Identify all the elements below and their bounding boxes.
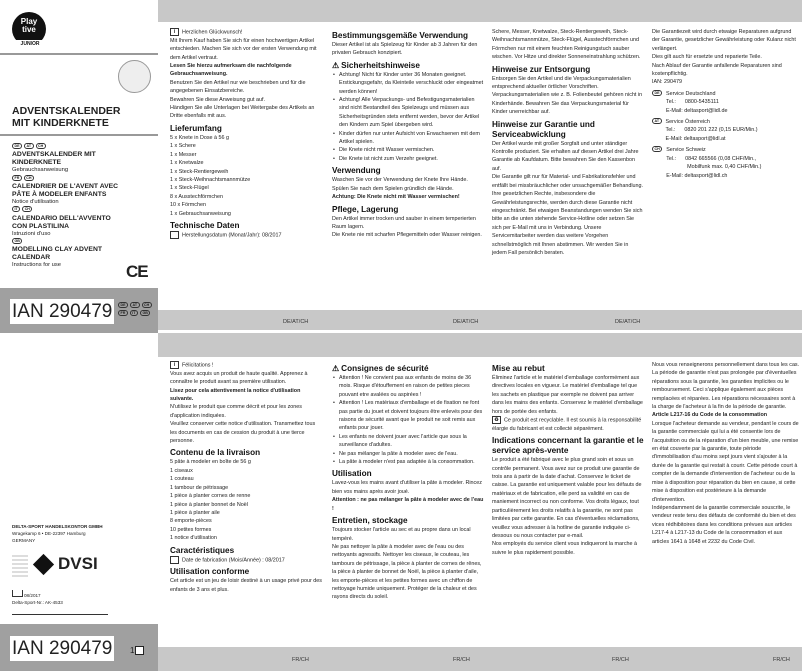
paragraph [492,173,644,257]
paragraph [332,176,484,193]
paragraph [170,361,322,370]
bullet-item [332,450,484,458]
service-line: E-Mail: deltasport@lidl.at [665,135,726,142]
paragraph [652,78,800,86]
footer-label: DE/AT/CH [453,319,479,325]
warning-icon: ⚠ [332,60,340,70]
paragraph [170,151,322,159]
bullet-item-text: Achtung! Nicht für Kinder unter 36 Monaten geeignet. Erstickungsgefahr, da Kleinteile verschluckt oder eingeatmet werden können! [339,71,484,95]
service-line: Service Österreich [665,119,710,126]
paragraph-text: Lorsque l'acheteur demande au vendeur, pendant le cours de la garantie commerciale qui lui a été consentie lors de l'acquisition ou de la réparation d'un bien meuble, une remise en état couverte par la garantie, toute période d'immobilisation d'au moins sept jours vient s'ajouter à la durée de la garantie qui restait à courir. Cette période court à compter de la demande d'intervention de l'acheteur ou de la mise à disposition pour réparation du bien en cause, si cette mise à disposition est postérieure à la demande d'intervention. [652,420,799,503]
paragraph [170,28,322,37]
paragraph [170,159,322,167]
bullet-item-text: Achtung! Alle Verpackungs- und Befestigungsmaterialien sind nicht Bestandteil des Spielzeugs und müssen aus Sicherheitsgründen stets entfernt werden, bevor der Artikel den Kindern zum Spiel übergeben wird. [339,97,480,129]
header-bar [158,333,802,357]
footer-label: FR/CH [453,657,470,663]
paragraph [492,140,644,174]
recycle-icon: ♻ [492,416,501,424]
paragraph [332,215,484,232]
paragraph-text: 1 notice d'utilisation [170,535,217,542]
service-line: Service Deutschland [666,90,716,97]
warning-icon: ⚠ [332,364,340,373]
paragraph [170,467,322,475]
paragraph [492,75,644,117]
paragraph-text: Toujours stocker l'article au sec et au propre dans un local tempéré. [332,527,471,542]
production-info [12,590,63,606]
paragraph-text: 10 petites formes [170,526,212,533]
section-heading-text: Entretien, stockage [332,516,408,526]
paragraph-text: Der Artikel wurde mit großer Sorgfalt und unter ständiger Kontrolle produziert. Sie erhalten auf diesen Artikel drei Jahre Garantie ab Kaufdatum. Bitte bewahren Sie den Kassenbon auf. [492,140,639,172]
factory-icon [170,231,179,239]
paragraph-text: 1 couteau [170,476,194,483]
bullet-item [332,433,484,450]
paragraph [652,361,800,411]
footer-bar [158,310,802,330]
paragraph [652,504,800,546]
bold-paragraph-text: Achtung: Die Knete nicht mit Wasser vermischen! [332,194,460,201]
bullet-item-text: Kinder dürfen nur unter Aufsicht von Erwachsenen mit dem Artikel spielen. [339,130,480,146]
section-heading [170,448,322,458]
country-badge: IT [130,310,138,316]
paragraph [170,96,322,104]
country-badge: DE [118,302,128,308]
paragraph [332,479,484,496]
section-heading [332,516,484,526]
factory-icon [12,590,23,597]
paragraph-text: Félicitations ! [182,362,214,369]
paragraph-text: Lavez-vous les mains avant d'utiliser la pâte à modeler. Rincez bien vos mains après avoir joué. [332,480,482,495]
column [652,28,800,180]
service-contact [652,118,800,143]
paragraph [170,104,322,121]
paragraph [170,201,322,209]
square-icon [135,646,144,655]
service-details [666,90,728,115]
column [170,28,322,240]
paragraph [652,28,800,53]
section-heading-text: Contenu de la livraison [170,448,261,458]
paragraph [332,543,484,602]
paragraph [170,184,322,192]
paragraph [492,28,644,62]
section-heading [170,546,322,556]
footer-label: FR/CH [612,657,629,663]
language-list [12,143,124,270]
section-heading-text: Verwendung [332,166,381,176]
service-contact [652,90,800,115]
paragraph [492,456,644,540]
section-heading-text: Consignes de sécurité [341,364,429,373]
section-heading-text: Pflege, Lagerung [332,204,399,214]
language-badges [12,143,124,151]
bold-paragraph [170,387,322,404]
country-badge: GB [12,238,22,244]
paragraph [492,416,644,433]
section-heading [170,567,322,577]
bold-paragraph [332,496,484,513]
section-heading [492,436,644,456]
ian-language-badges [118,302,156,316]
article-number: Delta-Sport-Nr.: AK-4533 [12,600,63,605]
paragraph [652,420,800,504]
paragraph-text: IAN: 290479 [652,79,682,86]
paragraph-text: Den Artikel immer trocken und sauber in einem temperierten Raum lagern. [332,215,476,230]
column [170,361,322,594]
column [652,361,800,546]
divider [12,614,108,615]
paragraph [170,370,322,387]
paragraph [492,540,644,557]
section-heading-text: Technische Daten [170,220,240,230]
service-details [666,146,761,180]
country-badge: FR [118,310,128,316]
paragraph-text: 5 x Knete in Dose à 56 g [170,134,230,141]
paragraph [332,526,484,543]
paragraph-text: Schere, Messer, Knetwalze, Steck-Rentiergeweih, Steck-Weihnachtsmannmütze, Steck-Flügel, Ausstechförmchen und Förmchen nur mit einem feuchten Reinigungstuch sauber wischen. Vor Hitze und direkter Sonneneinstrahlung schützen. [492,29,641,61]
country-badge: AT [24,143,34,149]
language-badges [12,238,124,246]
section-heading [170,221,322,231]
paragraph-text: Ne pas nettoyer la pâte à modeler avec de l'eau ou des nettoyants agressifs. Nettoyer les ciseaux, le couteau, les tambours de pétrissage, la pièce à planter de cornes de rênes, la pièce à planter de bonnet de Noël, la pièce à planter d'aile, les emporte-pièces et les petites formes avec un chiffon de nettoyage humide uniquement. Protéger de la chaleur et des rayons directs du soleil. [332,543,482,601]
country-badge: DE [12,143,22,149]
bold-paragraph [332,193,484,201]
country-badge: GB [140,310,150,316]
paragraph [652,62,800,79]
bullet-item [332,96,484,130]
paragraph-text: 1 x Steck-Rentiergeweih [170,168,229,175]
dvsi-text: DVSI [58,554,98,573]
paragraph-text: Nach Ablauf der Garantie anfallende Reparaturen sind kostenpflichtig. [652,62,782,78]
playtive-logo: Play tive JUNIOR [12,12,46,46]
section-heading-text: Mise au rebut [492,364,545,373]
service-details [666,118,758,143]
language-title: CALENDRIER DE L'AVENT AVEC PÂTE À MODELER ENFANTS [12,182,119,198]
language-title: ADVENTSKALENDER MIT KINDERKNETE [12,151,96,167]
country-badge: CH [22,206,32,212]
paragraph [170,509,322,517]
paragraph-text: 5 pâte à modeler en boîte de 56 g [170,459,251,466]
info-book-icon: i [170,361,179,369]
company-info [12,523,103,544]
dvsi-note [12,555,28,577]
bullet-item-text: Die Knete nicht mit Wasser vermischen. [339,147,435,154]
paragraph-text: Entsorgen Sie den Artikel und die Verpackungsmaterialien entsprechend aktueller örtlicher Vorschriften. Verpackungsmaterialien wie z. B. Folienbeutel gehören nicht in Kinderhände. Bewahren Sie das Verpackungsmaterial für Kinder unerreichbar auf. [492,75,643,116]
page-spread-fr [0,333,802,671]
bold-paragraph [652,411,800,419]
paragraph [170,534,322,542]
paragraph [332,231,484,239]
paragraph-text: Dieser Artikel ist als Spielzeug für Kinder ab 3 Jahren für den privaten Gebrauch konzipiert. [332,42,478,57]
paragraph [170,231,322,240]
bullet-item [332,146,484,154]
paragraph-text: 1 x Schere [170,143,196,150]
paragraph-text: N'utilisez le produit que comme décrit et pour les zones d'application indiquées. [170,404,302,419]
bold-paragraph-text: Lisez pour cela attentivement la notice d'utilisation suivante. [170,387,301,403]
bold-paragraph-text: Attention : ne pas mélanger la pâte à modeler avec de l'eau ! [332,497,484,512]
service-line: E-Mail: deltasport@lidl.ch [666,172,728,179]
header-bar [158,0,802,22]
country-badge: CH [142,302,152,308]
section-heading [332,31,484,41]
bullet-item [332,130,484,147]
divider [0,134,158,136]
paragraph-text: Die Garantiezeit wird durch etwaige Reparaturen aufgrund der Garantie, gesetzlicher Gewährleistung oder Kulanz nicht verlängert. [652,29,796,52]
paragraph [492,374,644,416]
cover-page [0,0,158,333]
company-address: Wragekamp 6 • DE-22397 Hamburg [12,531,86,536]
paragraph-text: 1 x Steck-Flügel [170,185,209,192]
bullet-item [332,155,484,163]
paragraph-text: Die Knete nie mit scharfen Pflegemitteln oder Wasser reinigen. [332,232,482,239]
paragraph [332,41,484,58]
paragraph-text: Nos employés du service client vous indiqueront la marche à suivre le plus rapidement possible. [492,541,638,556]
section-heading-text: Utilisation [332,469,372,479]
paragraph-text: Dies gilt auch für ersetzte und reparierte Teile. [652,54,762,61]
section-heading-text: Bestimmungsgemäße Verwendung [332,31,469,40]
bullet-item [332,458,484,466]
paragraph [170,556,322,565]
section-heading [332,469,484,479]
section-heading-text: Caractéristiques [170,545,235,555]
paragraph [170,168,322,176]
bullet-item-text: Die Knete ist nicht zum Verzehr geeignet. [339,155,438,162]
language-subtitle: Istruzioni d'uso [12,230,51,237]
footer-label: DE/AT/CH [615,319,641,325]
paragraph [170,134,322,142]
language-subtitle: Gebrauchsanweisung [12,167,69,174]
ian-number: IAN 290479 [12,301,113,322]
paragraph-text: Händigen Sie alle Unterlagen bei Weitergabe des Artikels an Dritte ebenfalls mit aus. [170,105,315,120]
service-line: Mobilfunk max. 0,40 CHF/Min.) [666,164,762,171]
paragraph [652,53,800,61]
paragraph-text: 8 emporte-pièces [170,518,212,525]
section-heading [332,205,484,215]
bullet-item [332,399,484,433]
company-country: GERMANY [12,538,36,543]
production-date: 08/2017 [24,593,41,598]
section-heading-text: Hinweise zur Entsorgung [492,64,591,74]
paragraph-text: 1 pièce à planter bonnet de Noël [170,501,248,508]
paragraph [170,501,322,509]
service-line: Tel.: 0820 201 222 (0,15 EUR/Min.) [665,127,758,134]
paragraph-text: 10 x Förmchen [170,202,206,209]
paragraph [170,526,322,534]
language-badges [12,206,124,214]
cover-title [12,105,121,129]
column [332,361,484,602]
service-line: E-Mail: deltasport@lidl.de [666,107,728,114]
paragraph-text: Cet article est un jeu de loisir destiné à un usage privé pour des enfants de 3 ans et plus. [170,578,322,593]
language-subtitle: Notice d'utilisation [12,198,59,205]
paragraph [170,458,322,466]
paragraph [170,193,322,201]
section-heading-text: Hinweise zur Garantie und Serviceabwicklung [492,119,595,139]
service-line: Tel.: 0842 665566 (0,08 CHF/Min., [666,155,757,162]
bullet-item-text: Attention ! Les matériaux d'emballage et de fixation ne font pas partie du jouet et doivent toujours être enlevés pour des raisons de sécurité avant que le produit ne soit remis aux enfants pour jouer. [339,400,483,432]
section-heading-text: Utilisation conforme [170,567,250,577]
paragraph [170,37,322,62]
paragraph [170,492,322,500]
section-heading [170,124,322,134]
section-heading [492,364,644,374]
paragraph [170,420,322,445]
paragraph [170,403,322,420]
paragraph-text: Le produit a été fabriqué avec le plus grand soin et sous un contrôle permanent. Vous avez sur ce produit une garantie de trois ans à partir de la date d'achat. Conservez le ticket de caisse. La garantie est uniquement valable pour les défauts de matériaux et de fabrication, elle perd sa validité en cas de maniement incorrect ou non conforme. Vos droits légaux, tout particulièrement les droits relatifs à la garantie, ne sont pas limitées par cette garantie. En cas d'éventuelles réclamations, veuillez vous adresser à la hotline de garantie indiquée ci-dessous ou nous contacter par e-mail. [492,457,642,539]
paragraph [170,176,322,184]
factory-icon [170,556,179,564]
bullet-item [332,374,484,399]
page-number: 1 [130,646,135,655]
dvsi-logo [36,554,98,574]
section-heading [332,166,484,176]
dvsi-diamond-icon [33,553,54,574]
bullet-item-text: Ne pas mélanger la pâte à modeler avec de l'eau. [339,450,458,457]
section-heading-text: Lieferumfang [170,123,222,133]
country-badge: CH [24,175,34,181]
country-badge: IT [12,206,20,212]
paragraph-text: Éliminez l'article et le matériel d'emballage conformément aux directives locales en vigueur. Le matériel d'emballage tel que les sachets en plastique par exemple ne doivent pas arriver dans les mains des enfants. Conservez le matériel d'emballage hors de portée des enfants. [492,375,643,415]
bullet-item-text: Attention ! Ne convient pas aux enfants de moins de 36 mois. Risque d'étouffement en raison de petites pieces pouvant etre avalées ou aspirées ! [339,375,472,398]
paragraph [170,475,322,483]
title-line: ADVENTSKALENDER [12,105,121,117]
country-badge: FR [12,175,22,181]
section-heading [492,120,644,140]
country-badge: DE [652,90,662,96]
footer-label: FR/CH [773,657,790,663]
column [492,361,644,557]
country-badge: AT [130,302,140,308]
service-contact [652,146,800,180]
paragraph-text: 1 pièce à planter cornes de renne [170,493,251,500]
paragraph [170,142,322,150]
paragraph-text: Indépendamment de la garantie commerciale souscrite, le vendeur reste tenu des défauts de conformité du bien et des vices rédhibitoires dans les conditions prévues aux articles L217-4 à L217-13 du Code de la consommation et aux articles 1641 à 1648 et 2232 du Code Civil. [652,504,796,545]
column [492,28,644,257]
section-heading-text: Indications concernant la garantie et le service après-vente [492,436,644,456]
footer-label: FR/CH [292,657,309,663]
product-image [118,60,151,93]
paragraph-text: Waschen Sie vor der Verwendung der Knete Ihre Hände. Spülen Sie nach dem Spielen gründlich die Hände. [332,177,468,192]
column [332,28,484,240]
paragraph-text: 1 ciseaux [170,467,193,474]
paragraph [170,484,322,492]
service-line: Tel.: 0800-5435111 [666,99,719,106]
language-title: CALENDARIO DELL'AVVENTO CON PLASTILINA [12,214,111,230]
country-badge: AT [652,118,662,124]
paragraph-text: Die Garantie gilt nur für Material- und Fabrikationsfehler und entfällt bei missbräuchlicher oder unsachgemäßer Behandlung. Ihre gesetzlichen Rechte, insbesondere die Gewährleistungsrechte, werden durch diese Garantie nicht eingeschränkt. Bei etwaigen Beanstandungen wenden Sie sich bitte an die unten stehende Service-Hotline oder setzen Sie sich per E-Mail mit uns in Verbindung. Unsere Servicemitarbeiter werden das weitere Vorgehen schnellstmöglich mit Ihnen abstimmen. Wir werden Sie in jedem Fall persönlich beraten. [492,174,644,256]
paragraph-text: Ce produit est recyclable. Il est soumis à la responsabilité élargie du fabricant et est collecté séparément. [492,417,642,432]
country-badge: CH [652,146,662,152]
bold-paragraph [170,62,322,79]
paragraph-text: Benutzen Sie den Artikel nur wie beschrieben und für die angegebenen Einsatzbereiche. [170,79,306,95]
paragraph [170,517,322,525]
page-marker [130,646,144,655]
paragraph-text: 1 tambour de pétrissage [170,484,229,491]
paragraph-text: Mit Ihrem Kauf haben Sie sich für einen hochwertigen Artikel entschieden. Machen Sie sich vor der ersten Verwendung mit dem Artikel vertraut. [170,37,317,61]
bullet-item [332,71,484,96]
section-heading-text: Sicherheitshinweise [341,60,420,70]
paragraph [170,210,322,218]
paragraph-text: 1 pièce à planter aile [170,509,220,516]
footer-bar [158,647,802,671]
section-heading [332,61,484,71]
ce-mark: CE [126,262,148,281]
page-spread-de [0,0,802,333]
paragraph-text: Veuillez conserver cette notice d'utilisation. Transmettez tous les documents en cas de cession du produit à une tierce personne. [170,421,316,445]
section-heading [332,364,484,374]
bold-paragraph-text: Article L217-16 du Code de la consommation [652,412,768,419]
company-name: DELTA-SPORT HANDELSKONTOR GMBH [12,524,103,529]
paragraph-text: 1 x Messer [170,151,197,158]
bullet-item-text: Les enfants ne doivent jouer avec l'article que sous la surveillance d'adultes. [339,433,467,449]
language-badges [12,175,124,183]
language-subtitle: Instructions for use [12,262,61,269]
paragraph [170,79,322,96]
divider [0,53,158,55]
bullet-item-text: La pâte à modeler n'est pas adaptée à la consommation. [339,459,475,466]
ian-number: IAN 290479 [12,638,113,659]
paragraph-text: 1 x Steck-Weihnachtsmannmütze [170,176,251,183]
paragraph-text: 1 x Gebrauchsanweisung [170,210,231,217]
bold-paragraph-text: Lesen Sie hierzu aufmerksam die nachfolgende Gebrauchsanweisung. [170,63,292,78]
service-line: Service Schweiz [666,147,706,154]
info-book-icon: i [170,28,179,36]
paragraph-text: Date de fabrication (Mois/Année) : 08/2017 [182,556,285,563]
paragraph-text: Vous avez acquis un produit de haute qualité. Apprenez à connaître le produit avant sa première utilisation. [170,370,308,386]
section-heading [492,65,644,75]
title-line: MIT KINDERKNETE [12,117,109,129]
paragraph-text: 8 x Ausstechförmchen [170,193,224,200]
back-cover [0,333,158,671]
paragraph-text: 1 x Knetwalze [170,160,204,167]
paragraph-text: Nous vous renseignerons personnellement dans tous les cas. La période de garantie n'est pas prolongée par d'éventuelles réparations sous la garantie, les garanties implicites ou le remboursement. Ceci s'applique également aux pièces remplacées et réparées. Les réparations nécessaires sont à la charge de l'acheteur à la fin de la période de garantie. [652,362,800,411]
paragraph-text: Bewahren Sie diese Anweisung gut auf. [170,96,265,103]
paragraph [170,577,322,594]
paragraph-text: Herstellungsdatum (Monat/Jahr): 08/2017 [182,232,282,239]
footer-label: DE/AT/CH [283,319,309,325]
country-badge: CH [36,143,46,149]
language-title: MODELLING CLAY ADVENT CALENDAR [12,246,103,262]
paragraph-text: Herzlichen Glückwunsch! [182,29,243,36]
